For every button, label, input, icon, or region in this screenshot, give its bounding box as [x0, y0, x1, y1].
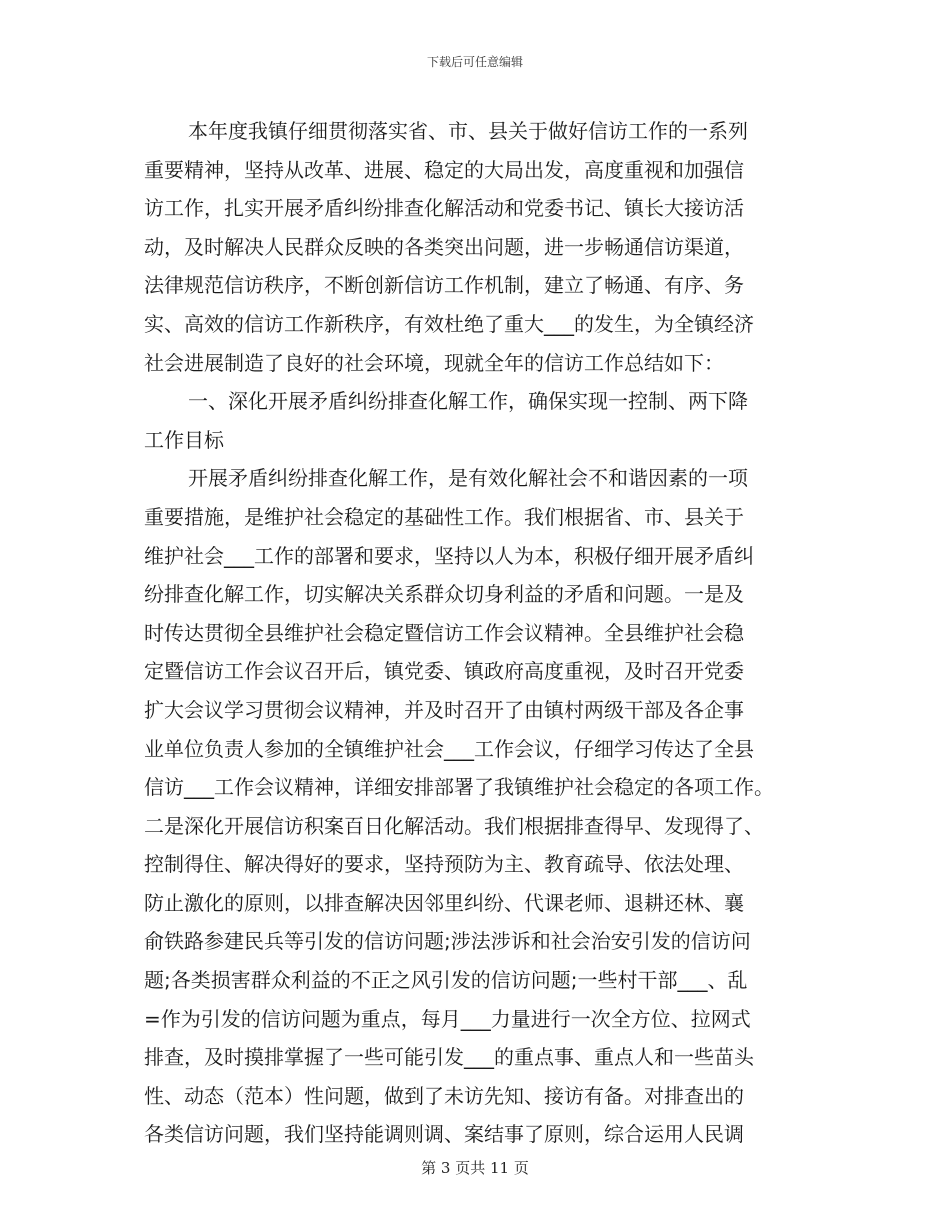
paragraph-line: 重要措施，是维护社会稳定的基础性工作。我们根据省、市、县关于: [144, 504, 744, 529]
page-header: 下载后可任意编辑: [426, 55, 523, 69]
paragraph-line: 动，及时解决人民群众反映的各类突出问题，进一步畅通信访渠道，: [144, 234, 744, 259]
paragraph-line: 定暨信访工作会议召开后，镇党委、镇政府高度重视，及时召开党委: [144, 659, 744, 684]
paragraph-line: 本年度我镇仔细贯彻落实省、市、县关于做好信访工作的一系列: [188, 119, 748, 143]
paragraph-line: 题;各类损害群众利益的不正之风引发的信访问题;一些村干部___、乱: [144, 968, 748, 993]
page-footer: 第 3 页共 11 页: [421, 1159, 529, 1177]
paragraph-line: 开展矛盾纠纷排查化解工作，是有效化解社会不和谐因素的一项: [188, 466, 748, 491]
paragraph-line: 性、动态（范本）性问题，做到了未访先知、接访有备。对排查出的: [144, 1083, 744, 1108]
paragraph-line: 纷排查化解工作，切实解决关系群众切身利益的矛盾和问题。一是及: [144, 582, 744, 607]
paragraph-line: 重要精神，坚持从改革、进展、稳定的大局出发，高度重视和加强信: [144, 157, 744, 182]
paragraph-line: 信访___工作会议精神，详细安排部署了我镇维护社会稳定的各项工作。: [144, 775, 774, 800]
paragraph-line: 俞铁路参建民兵等引发的信访问题;涉法涉诉和社会治安引发的信访问: [144, 929, 751, 954]
paragraph-line: 扩大会议学习贯彻会议精神，并及时召开了由镇村两级干部及各企事: [144, 697, 744, 722]
paragraph-line: 访工作，扎实开展矛盾纠纷排查化解活动和党委书记、镇长大接访活: [144, 196, 744, 221]
paragraph-line: 维护社会___工作的部署和要求，坚持以人为本，积极仔细开展矛盾纠: [144, 543, 754, 568]
paragraph-line: 排查，及时摸排掌握了一些可能引发___的重点事、重点人和一些苗头: [144, 1045, 754, 1070]
paragraph-line: 实、高效的信访工作新秩序，有效杜绝了重大___的发生，为全镇经济: [144, 311, 754, 336]
paragraph-line: 法律规范信访秩序，不断创新信访工作机制，建立了畅通、有序、务: [144, 273, 744, 298]
section-heading-line: 一、深化开展矛盾纠纷排查化解工作，确保实现一控制、两下降: [188, 389, 748, 414]
section-heading-line: 工作目标: [144, 427, 224, 452]
paragraph-line: 业单位负责人参加的全镇维护社会___工作会议，仔细学习传达了全县: [144, 736, 754, 761]
document-body: [144, 112, 804, 1154]
paragraph-line: 防止激化的原则，以排查解决因邻里纠纷、代课老师、退耕还林、襄: [144, 890, 744, 915]
paragraph-line: 二是深化开展信访积案百日化解活动。我们根据排查得早、发现得了、: [144, 813, 764, 838]
paragraph-line: 控制得住、解决得好的要求，坚持预防为主、教育疏导、依法处理、: [144, 852, 744, 877]
paragraph-line: =作为引发的信访问题为重点，每月___力量进行一次全方位、拉网式: [144, 1006, 751, 1031]
paragraph-line: 各类信访问题，我们坚持能调则调、案结事了原则，综合运用人民调: [144, 1122, 744, 1147]
paragraph-line: 社会进展制造了良好的社会环境，现就全年的信访工作总结如下：: [144, 350, 724, 375]
paragraph-line: 时传达贯彻全县维护社会稳定暨信访工作会议精神。全县维护社会稳: [144, 620, 744, 645]
